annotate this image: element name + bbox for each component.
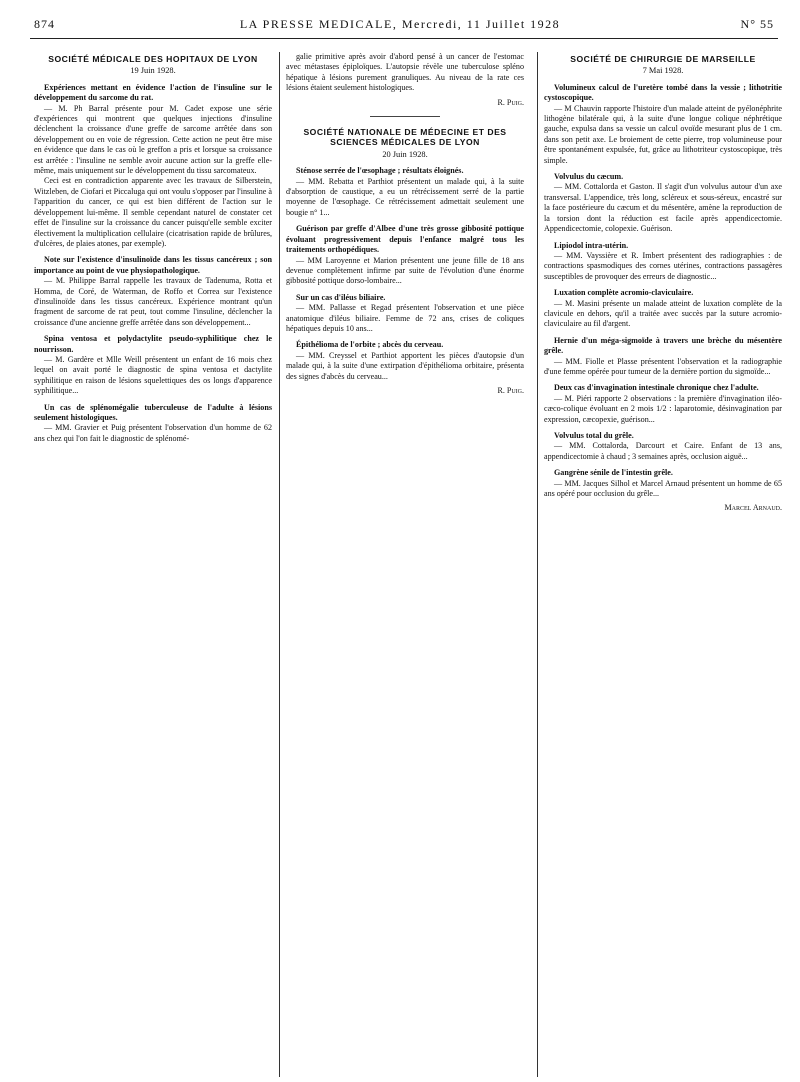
article-title: Lipiodol intra-utérin. (554, 240, 629, 250)
article-text: — M. Ph Barral présente pour M. Cadet expose une série d'expériences qui montrent que quelques injections d'insuline déclenchent la croissance d'une greffe de sarcome arrêtée dans son développement ou en voie de régression. Cette action ne peut être mise en évidence que dans le cas où le greffon a pris et lorsque sa croissance est arrêtée : l'insuline ne semble avoir aucune action sur la greffe elle-même, mais uniquement sur le développement du tissu sarcomateux. (34, 103, 272, 176)
article-title: Hernie d'un méga-sigmoïde à travers une brèche du mésentère grêle. (544, 335, 782, 356)
article-text: — MM. Cottalorda et Gaston. Il s'agit d'un volvulus autour d'un axe transversal. L'appendice, très long, scléreux et sous-séreux, encastré sur la face postérieure du cæcum et du mésentère, amène la reproduction de la torsion dont la réduction est facile après appendicectomie. Appendicectomie, colopexie. Guérison. (544, 182, 782, 234)
columns (34, 52, 784, 1077)
journal-title: LA PRESSE MEDICALE, Mercredi, 11 Juillet 1928 (239, 17, 561, 31)
article-text: — MM. Fiolle et Plasse présentent l'observation et la radiographie d'une femme opérée pour tumeur de la dernière portion du sigmoïde... (544, 356, 782, 376)
section-date: 20 Juin 1928. (382, 149, 428, 159)
section-date: 19 Juin 1928. (130, 66, 176, 76)
article-title: Note sur l'existence d'insulinoïde dans les tissus cancéreux ; son importance au point de vue physiopathologique. (34, 255, 272, 275)
article-title: Volvulus du cæcum. (554, 172, 624, 182)
section-date: 7 Mai 1928. (642, 66, 684, 76)
article-title: Volumineux calcul de l'uretère tombé dans la vessie ; lithotritie cystoscopique. (544, 82, 782, 103)
article-title: Guérison par greffe d'Albee d'une très grosse gibbosité pottique évoluant progressivement depuis l'enfance malgré tous les traitements orthopédiques. (286, 224, 524, 255)
article-text: — MM. Creyssel et Parthiot apportent les pièces d'autopsie d'un malade qui, à la suite d'une extirpation d'épithélioma orbitaire, présenta des signes d'abcès du cerveau... (286, 350, 524, 381)
article-text: galie primitive après avoir d'abord pensé à un cancer de l'estomac avec métastases épiploïques. L'autopsie révèle une tuberculose spléno hépatique à lésions purement granuliques. Au niveau de la rate ces lésions étaient seulement histologiques. (286, 52, 524, 93)
signature: Marcel Arnaud. (724, 503, 782, 513)
column-2 (286, 52, 524, 1077)
issue-number: N° 55 (740, 17, 774, 31)
article-title: Gangrène sénile de l'intestin grêle. (554, 468, 673, 478)
article-text: — MM. Rebatta et Parthiot présentent un malade qui, à la suite d'absorption de caustique, a eu un rétrécissement serré de la partie moyenne de l'œsophage. Ce rétrécissement admettait seulement une bougie n° 1... (286, 176, 524, 217)
section-title: SOCIÉTÉ MÉDICALE DES HOPITAUX DE LYON (48, 54, 258, 64)
signature: R. Puig. (497, 385, 524, 395)
article-title: Sténose serrée de l'œsophage ; résultats éloignés. (296, 166, 464, 176)
article-title: Deux cas d'invagination intestinale chronique chez l'adulte. (554, 383, 759, 393)
article-text: — M. Piéri rapporte 2 observations : la première d'invagination iléo-cæco-colique évoluant en 2 mois 1/2 : laparotomie, désinvagination par expression, cæcopexie, guérison... (544, 393, 782, 424)
article-title: Épithélioma de l'orbite ; abcès du cerveau. (296, 340, 444, 350)
divider (370, 116, 440, 117)
column-divider (279, 52, 280, 1077)
article-text: — M Chauvin rapporte l'histoire d'un malade atteint de pyélonéphrite lithogène bilatérale qui, à la suite d'une longue colique néphrétique gauche, expulsa dans sa vessie un calcul ovoïde mesurant plus de 1 cm. dans son petit axe. Le broiement de cette pierre, trop volumineuse pour être spontanément expulsée, fut, grâce au lithotriteur cystoscopique, très simple. (544, 103, 782, 165)
article-text: — M. Masini présente un malade atteint de luxation complète de la clavicule en dehors, qu'il a traitée avec succès par la suture acromio-claviculaire au fil d'argent. (544, 298, 782, 329)
article-title: Sur un cas d'iléus biliaire. (296, 292, 386, 302)
section-title: SOCIÉTÉ DE CHIRURGIE DE MARSEILLE (570, 54, 756, 64)
article-text: — MM. Gravier et Puig présentent l'observation d'un homme de 62 ans chez qui l'on fait le diagnostic de splénomé- (34, 423, 272, 443)
article-text: — M. Philippe Barral rappelle les travaux de Tadenuma, Rotta et Homma, de Coré, de Waterman, de Roffo et Correa sur l'existence d'insulinoïde dans les tissus cancéreux. Expérience montrant qu'un fragment de sarcome de rat peut, tout comme l'insuline, déclencher la croissance d'une ancienne greffe arrêtée dans son développement... (34, 276, 272, 327)
article-title: Expériences mettant en évidence l'action de l'insuline sur le développement du sarcome du rat. (34, 82, 272, 103)
article-text: — MM Laroyenne et Marion présentent une jeune fille de 18 ans devenue complètement infirme par suite de l'évolution d'une énorme gibbosité pottique dorso-lombaire... (286, 255, 524, 286)
article-text: — MM. Cottalorda, Darcourt et Caire. Enfant de 13 ans, appendicectomie à chaud ; 3 semaines après, occlusion aiguë... (544, 441, 782, 461)
article-text: — MM. Jacques Silhol et Marcel Arnaud présentent un homme de 65 ans opéré pour occlusion du grêle... (544, 478, 782, 499)
article-title: Volvulus total du grêle. (554, 431, 634, 440)
article-text: — MM. Vayssière et R. Imbert présentent des radiographies : de contractions spasmodiques des cornes utérines, contractions passagères susceptibles de provoquer des erreurs de diagnostic... (544, 250, 782, 281)
article-title: Spina ventosa et polydactylite pseudo-syphilitique chez le nourrisson. (34, 334, 272, 354)
article-text: Ceci est en contradiction apparente avec les travaux de Silberstein, Witzleben, de Ciofari et Piccaluga qui ont voulu s'opposer par l'insuline à l'apparition du cancer, ce qui est bien différent de l'action sur le développement lui-même. Il semble cependant naturel de constater cet effet de l'insuline sur la croissance du cancer puisqu'elle semble exciter électivement la multiplication cellulaire (cicatrisation rapide de brûlures, d'ulcères, de plaies atones, par exemple). (34, 176, 272, 248)
article-title: Luxation complète acromio-claviculaire. (554, 288, 694, 298)
section-title: SOCIÉTÉ NATIONALE DE MÉDECINE ET DES SCIENCES MÉDICALES DE LYON (303, 127, 507, 148)
column-divider (537, 52, 538, 1077)
article-title: Un cas de splénomégalie tuberculeuse de l'adulte à lésions seulement histologiques. (34, 402, 272, 422)
header-rule (30, 38, 778, 39)
page-header (0, 0, 800, 40)
column-1 (34, 52, 272, 1077)
column-3 (544, 52, 782, 1077)
signature: R. Puig. (497, 97, 524, 107)
page-number: 874 (34, 17, 55, 31)
article-text: — MM. Pallasse et Regad présentent l'observation et une pièce anatomique d'iléus biliaire. Femme de 72 ans, crises de coliques hépatiques depuis 10 ans... (286, 303, 524, 333)
article-text: — M. Gardère et Mlle Weill présentent un enfant de 16 mois chez lequel on avait porté le diagnostic de spina ventosa et dactylite syphilitique en raison de lésions squelettiques des os longs d'apparence syphilitique... (34, 354, 272, 396)
